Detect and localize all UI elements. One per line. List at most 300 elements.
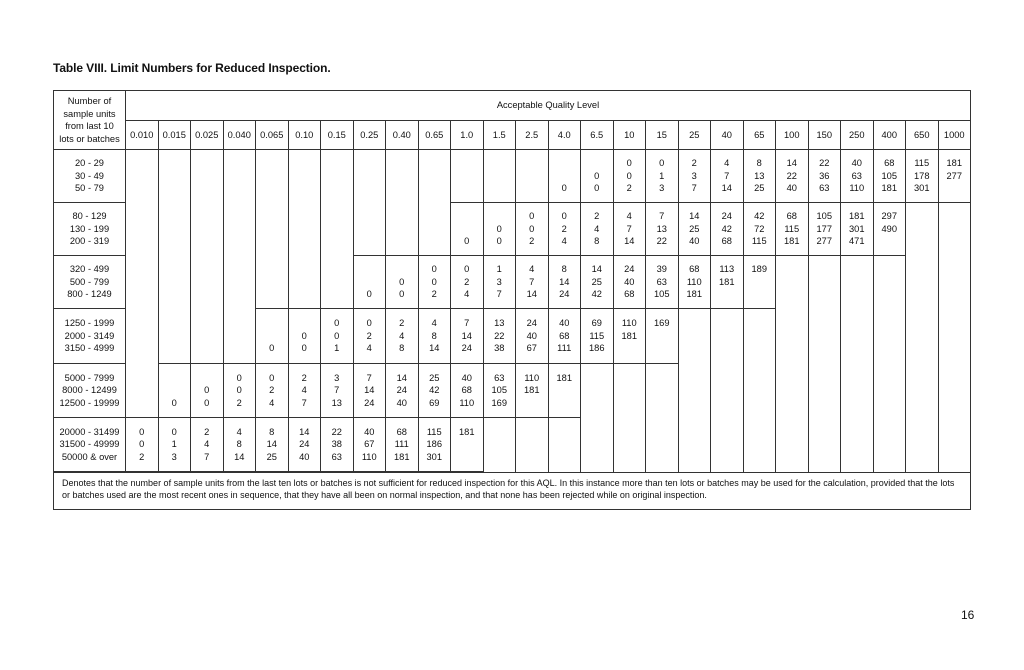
limit-number xyxy=(354,263,386,276)
limit-number: 67 xyxy=(364,439,375,450)
limit-number-cell xyxy=(581,309,614,364)
limit-number-cell xyxy=(386,364,419,418)
limit-number-cell xyxy=(516,256,549,309)
limit-number: 68 xyxy=(396,426,407,437)
limit-number: 40 xyxy=(786,183,797,194)
limit-number: 63 xyxy=(494,372,505,383)
limit-number: 0 xyxy=(301,343,307,354)
limit-number xyxy=(744,276,776,289)
limit-number: 4 xyxy=(626,211,632,222)
limit-number: 105 xyxy=(816,211,832,222)
insufficient-sample-cell xyxy=(288,150,321,203)
limit-number: 181 xyxy=(458,426,475,437)
limit-number: 22 xyxy=(331,426,342,437)
limit-number: 1 xyxy=(334,343,340,354)
limit-number: 13 xyxy=(656,223,667,234)
sample-units-header-line: Number of xyxy=(67,96,112,106)
limit-number-cell xyxy=(743,256,776,309)
limit-number: 25 xyxy=(429,372,440,383)
aql-level-header: 0.065 xyxy=(256,120,289,150)
sample-size-range-line: 50 - 79 xyxy=(75,183,104,194)
sample-size-range-line: 500 - 799 xyxy=(69,276,110,287)
limit-number: 0 xyxy=(399,276,405,287)
aql-level-header: 40 xyxy=(711,120,744,150)
limit-number: 24 xyxy=(624,264,635,275)
limit-number: 115 xyxy=(589,330,605,341)
limit-number: 1 xyxy=(659,170,665,181)
insufficient-sample-cell xyxy=(223,309,256,364)
insufficient-sample-cell xyxy=(191,150,224,203)
limit-number: 2 xyxy=(431,289,437,300)
limit-number xyxy=(451,451,483,464)
insufficient-sample-cell xyxy=(906,309,939,364)
insufficient-sample-cell xyxy=(841,418,874,472)
limit-number: 14 xyxy=(559,276,570,287)
limit-number-cell xyxy=(288,309,321,364)
limit-number-cell xyxy=(776,203,809,256)
insufficient-sample-cell xyxy=(126,364,159,418)
limit-number-cell xyxy=(451,418,484,472)
sample-size-range xyxy=(54,203,126,256)
insufficient-sample-cell xyxy=(841,309,874,364)
sample-units-header-line: lots or batches xyxy=(59,133,120,144)
limit-number: 68 xyxy=(884,158,895,169)
insufficient-sample-cell xyxy=(126,256,159,309)
limit-number-cell xyxy=(256,309,289,364)
limit-number: 68 xyxy=(559,330,570,341)
limit-number-cell xyxy=(548,256,581,309)
limit-number: 14 xyxy=(266,439,277,450)
limit-number: 2 xyxy=(529,236,535,247)
insufficient-sample-cell xyxy=(646,418,679,472)
limit-number: 181 xyxy=(946,158,962,169)
limit-number xyxy=(711,288,743,301)
limit-number xyxy=(614,342,646,355)
table-title: Table VIII. Limit Numbers for Reduced Inspection. xyxy=(53,61,331,75)
limit-number-cell xyxy=(451,203,484,256)
limit-number xyxy=(646,330,678,343)
limit-number-cell xyxy=(418,418,451,472)
limit-number: 8 xyxy=(431,330,437,341)
limit-number: 186 xyxy=(426,439,442,450)
limit-number: 40 xyxy=(851,158,862,169)
limit-number: 110 xyxy=(524,372,540,383)
footnote: Denotes that the number of sample units from the last ten lots or batches is not sufficient for reduced inspection for this AQL. In this instance more than ten lots or batches may be used for the calculation, provided that the lots or batches used are the most recent ones in sequence, that they have all been on normal inspection, and that none has been rejected while on original inspection. xyxy=(53,472,971,510)
insufficient-sample-cell xyxy=(516,150,549,203)
aql-level-header: 2.5 xyxy=(516,120,549,150)
table-row xyxy=(54,150,971,203)
limit-number-cell xyxy=(711,150,744,203)
limit-number: 0 xyxy=(236,372,242,383)
limit-number-cell xyxy=(743,203,776,256)
limit-number: 0 xyxy=(269,372,275,383)
limit-number: 7 xyxy=(204,451,210,462)
limit-number-cell xyxy=(711,256,744,309)
limit-number-cell xyxy=(548,203,581,256)
limit-number: 2 xyxy=(561,223,567,234)
limit-number xyxy=(256,330,288,343)
aql-level-header: 1000 xyxy=(938,120,971,150)
insufficient-sample-cell xyxy=(678,418,711,472)
limit-number: 1 xyxy=(171,439,177,450)
limit-number-cell xyxy=(321,309,354,364)
sample-units-header-line: sample units xyxy=(63,108,116,119)
limit-number: 63 xyxy=(331,451,342,462)
sample-size-range xyxy=(54,150,126,203)
limit-numbers-table xyxy=(53,90,971,472)
limit-number-cell xyxy=(548,309,581,364)
limit-number: 36 xyxy=(819,170,830,181)
limit-number: 0 xyxy=(366,289,372,300)
limit-number: 0 xyxy=(269,343,275,354)
limit-number xyxy=(484,210,516,223)
limit-number: 0 xyxy=(561,211,567,222)
table-row xyxy=(54,256,971,309)
insufficient-sample-cell xyxy=(711,364,744,418)
limit-number: 115 xyxy=(426,426,442,437)
limit-number-cell xyxy=(158,418,191,472)
insufficient-sample-cell xyxy=(158,256,191,309)
limit-number-cell xyxy=(256,418,289,472)
insufficient-sample-cell xyxy=(386,150,419,203)
limit-number: 42 xyxy=(754,211,765,222)
table-body xyxy=(54,150,971,472)
insufficient-sample-cell xyxy=(353,203,386,256)
limit-number-cell xyxy=(158,364,191,418)
limit-number: 301 xyxy=(848,223,865,234)
limit-number: 181 xyxy=(881,183,897,194)
limit-number: 301 xyxy=(426,451,442,462)
limit-number: 189 xyxy=(751,264,767,275)
insufficient-sample-cell xyxy=(776,418,809,472)
limit-number: 2 xyxy=(139,451,145,462)
limit-number: 39 xyxy=(656,264,667,275)
limit-number-cell xyxy=(386,309,419,364)
insufficient-sample-cell xyxy=(191,203,224,256)
limit-number-cell xyxy=(613,256,646,309)
limit-number: 13 xyxy=(494,318,505,329)
aql-level-header: 0.65 xyxy=(418,120,451,150)
sample-size-range xyxy=(54,364,126,418)
limit-number: 13 xyxy=(754,170,765,181)
limit-number-cell xyxy=(516,309,549,364)
sample-size-range-line: 2000 - 3149 xyxy=(64,330,115,341)
insufficient-sample-cell xyxy=(256,256,289,309)
limit-number: 0 xyxy=(626,158,632,169)
limit-number: 301 xyxy=(913,183,930,194)
sample-size-range-line: 80 - 129 xyxy=(72,211,107,222)
limit-number-cell xyxy=(288,364,321,418)
aql-level-header: 4.0 xyxy=(548,120,581,150)
insufficient-sample-cell xyxy=(938,364,971,418)
limit-number xyxy=(451,438,483,451)
limit-number: 0 xyxy=(464,264,470,275)
insufficient-sample-cell xyxy=(483,150,516,203)
aql-level-header: 100 xyxy=(776,120,809,150)
limit-number: 24 xyxy=(721,211,732,222)
limit-number: 115 xyxy=(751,236,767,247)
insufficient-sample-cell xyxy=(743,364,776,418)
limit-number: 63 xyxy=(851,170,862,181)
limit-number: 22 xyxy=(656,236,667,247)
limit-number: 0 xyxy=(334,318,340,329)
limit-number: 69 xyxy=(429,397,440,408)
limit-number: 24 xyxy=(559,289,570,300)
limit-number: 25 xyxy=(591,276,602,287)
insufficient-sample-cell xyxy=(223,256,256,309)
limit-number: 181 xyxy=(718,276,735,287)
limit-number xyxy=(191,372,223,385)
limit-number xyxy=(874,235,906,248)
limit-number: 0 xyxy=(529,223,535,234)
limit-number: 297 xyxy=(881,211,897,222)
limit-number: 110 xyxy=(459,397,475,408)
limit-number: 105 xyxy=(491,385,507,396)
limit-number: 105 xyxy=(653,289,670,300)
limit-number-cell xyxy=(873,150,906,203)
insufficient-sample-cell xyxy=(711,418,744,472)
limit-number: 4 xyxy=(301,385,307,396)
limit-number-cell xyxy=(451,364,484,418)
limit-number: 24 xyxy=(299,439,310,450)
insufficient-sample-cell xyxy=(126,203,159,256)
limit-number: 115 xyxy=(784,223,800,234)
limit-number xyxy=(581,157,613,170)
limit-number xyxy=(549,397,581,410)
limit-number-cell xyxy=(613,203,646,256)
limit-number-cell xyxy=(516,203,549,256)
limit-number: 0 xyxy=(496,236,502,247)
limit-number: 14 xyxy=(364,385,375,396)
limit-number-cell xyxy=(938,150,971,203)
limit-number: 14 xyxy=(396,372,407,383)
limit-number: 24 xyxy=(364,397,375,408)
insufficient-sample-cell xyxy=(873,364,906,418)
sample-size-range-line: 20000 - 31499 xyxy=(59,426,120,437)
limit-number: 7 xyxy=(724,170,730,181)
insufficient-sample-cell xyxy=(158,203,191,256)
limit-number-cell xyxy=(548,150,581,203)
limit-number: 7 xyxy=(626,223,632,234)
limit-number: 24 xyxy=(461,343,472,354)
limit-number: 0 xyxy=(204,385,210,396)
limit-number: 2 xyxy=(691,158,697,169)
limit-number-cell xyxy=(483,309,516,364)
limit-number: 22 xyxy=(786,170,797,181)
limit-number-cell xyxy=(353,256,386,309)
limit-number: 4 xyxy=(561,236,567,247)
insufficient-sample-cell xyxy=(906,203,939,256)
limit-number: 14 xyxy=(591,264,602,275)
insufficient-sample-cell xyxy=(191,256,224,309)
limit-number: 181 xyxy=(848,211,865,222)
aql-level-header: 650 xyxy=(906,120,939,150)
limit-number: 25 xyxy=(754,183,765,194)
limit-number xyxy=(289,317,321,330)
limit-number: 40 xyxy=(396,397,407,408)
sample-size-range-line: 8000 - 12499 xyxy=(62,385,117,396)
limit-number: 68 xyxy=(624,289,635,300)
insufficient-sample-cell xyxy=(938,309,971,364)
limit-number-cell xyxy=(483,203,516,256)
limit-number: 63 xyxy=(656,276,667,287)
limit-number: 111 xyxy=(557,343,572,354)
limit-number: 113 xyxy=(719,264,735,275)
insufficient-sample-cell xyxy=(841,364,874,418)
insufficient-sample-cell xyxy=(516,418,549,472)
limit-number-cell xyxy=(451,256,484,309)
limit-number: 181 xyxy=(686,289,702,300)
limit-number: 8 xyxy=(594,236,600,247)
aql-group-header: Acceptable Quality Level xyxy=(126,91,971,121)
limit-number-cell xyxy=(581,256,614,309)
limit-number: 68 xyxy=(689,264,700,275)
aql-level-header: 0.10 xyxy=(288,120,321,150)
limit-number-cell xyxy=(711,203,744,256)
insufficient-sample-cell xyxy=(158,309,191,364)
limit-number-cell xyxy=(581,203,614,256)
limit-number xyxy=(451,210,483,223)
insufficient-sample-cell xyxy=(776,256,809,309)
insufficient-sample-cell xyxy=(906,418,939,472)
limit-number: 2 xyxy=(366,330,372,341)
limit-number: 14 xyxy=(299,426,310,437)
insufficient-sample-cell xyxy=(841,256,874,309)
limit-number xyxy=(939,182,971,195)
insufficient-sample-cell xyxy=(873,309,906,364)
limit-number: 0 xyxy=(171,426,177,437)
limit-number: 2 xyxy=(464,276,470,287)
insufficient-sample-cell xyxy=(223,203,256,256)
limit-number: 4 xyxy=(431,318,437,329)
limit-number: 0 xyxy=(626,170,632,181)
limit-number: 4 xyxy=(204,439,210,450)
insufficient-sample-cell xyxy=(418,150,451,203)
aql-level-header: 250 xyxy=(841,120,874,150)
sample-size-range-line: 800 - 1249 xyxy=(67,289,112,300)
limit-number-cell xyxy=(646,256,679,309)
limit-number: 42 xyxy=(721,223,732,234)
limit-number: 0 xyxy=(561,183,567,194)
limit-number: 181 xyxy=(523,385,540,396)
limit-number: 13 xyxy=(331,397,342,408)
limit-number-cell xyxy=(418,364,451,418)
sample-size-range-line: 5000 - 7999 xyxy=(64,372,115,383)
limit-number: 8 xyxy=(756,158,762,169)
table-row xyxy=(54,309,971,364)
limit-number: 181 xyxy=(393,451,410,462)
limit-number: 8 xyxy=(561,264,567,275)
limit-number: 0 xyxy=(496,223,502,234)
limit-number: 169 xyxy=(653,318,670,329)
limit-number-cell xyxy=(288,418,321,472)
limit-number-cell xyxy=(841,203,874,256)
limit-number: 0 xyxy=(236,385,242,396)
insufficient-sample-cell xyxy=(906,364,939,418)
limit-number-cell xyxy=(873,203,906,256)
insufficient-sample-cell xyxy=(126,150,159,203)
limit-number: 1 xyxy=(496,264,502,275)
limit-number: 25 xyxy=(266,451,277,462)
limit-number: 4 xyxy=(236,426,242,437)
limit-number: 14 xyxy=(526,289,537,300)
limit-number: 177 xyxy=(816,223,832,234)
limit-number-cell xyxy=(646,150,679,203)
limit-number-cell xyxy=(353,309,386,364)
limit-number-cell xyxy=(646,309,679,364)
limit-number: 7 xyxy=(659,211,665,222)
insufficient-sample-cell xyxy=(256,150,289,203)
insufficient-sample-cell xyxy=(938,418,971,472)
limit-number: 2 xyxy=(399,318,405,329)
insufficient-sample-cell xyxy=(808,256,841,309)
limit-number-cell xyxy=(256,364,289,418)
sample-size-range-line: 50000 & over xyxy=(61,451,118,462)
limit-number-cell xyxy=(191,364,224,418)
limit-number: 2 xyxy=(594,211,600,222)
limit-number xyxy=(549,157,581,170)
aql-level-header: 0.15 xyxy=(321,120,354,150)
limit-number-cell xyxy=(808,150,841,203)
limit-number xyxy=(159,372,191,385)
limit-number: 0 xyxy=(431,264,437,275)
page-number: 16 xyxy=(961,608,975,622)
limit-number: 72 xyxy=(754,223,765,234)
limit-number xyxy=(256,317,288,330)
sample-size-range-line: 30 - 49 xyxy=(75,170,104,181)
insufficient-sample-cell xyxy=(288,256,321,309)
insufficient-sample-cell xyxy=(288,203,321,256)
aql-level-header: 1.5 xyxy=(483,120,516,150)
sample-size-range xyxy=(54,418,126,472)
limit-number xyxy=(386,263,418,276)
limit-number: 68 xyxy=(721,236,732,247)
limit-number-cell xyxy=(386,256,419,309)
limit-number: 40 xyxy=(299,451,310,462)
insufficient-sample-cell xyxy=(873,418,906,472)
limit-number: 14 xyxy=(461,330,472,341)
insufficient-sample-cell xyxy=(581,364,614,418)
limit-number: 14 xyxy=(786,158,797,169)
limit-number-cell xyxy=(906,150,939,203)
limit-number: 181 xyxy=(783,236,800,247)
insufficient-sample-cell xyxy=(873,256,906,309)
insufficient-sample-cell xyxy=(321,150,354,203)
limit-number: 0 xyxy=(171,397,177,408)
sample-units-header xyxy=(54,91,126,150)
limit-number-cell xyxy=(321,418,354,472)
limit-number: 2 xyxy=(236,397,242,408)
limit-number: 4 xyxy=(724,158,730,169)
aql-level-header: 0.010 xyxy=(126,120,159,150)
limit-number: 7 xyxy=(496,289,502,300)
sample-size-range-line: 3150 - 4999 xyxy=(64,343,115,354)
limit-number: 7 xyxy=(464,318,470,329)
limit-number: 110 xyxy=(361,451,377,462)
insufficient-sample-cell xyxy=(548,418,581,472)
limit-number: 490 xyxy=(881,223,897,234)
limit-number: 63 xyxy=(819,183,830,194)
sample-size-range xyxy=(54,309,126,364)
limit-number: 40 xyxy=(624,276,635,287)
aql-level-header: 6.5 xyxy=(581,120,614,150)
limit-number: 42 xyxy=(429,385,440,396)
limit-number: 40 xyxy=(364,426,375,437)
limit-number: 3 xyxy=(171,451,177,462)
limit-number: 8 xyxy=(269,426,275,437)
limit-number: 3 xyxy=(659,183,665,194)
limit-number: 2 xyxy=(269,385,275,396)
